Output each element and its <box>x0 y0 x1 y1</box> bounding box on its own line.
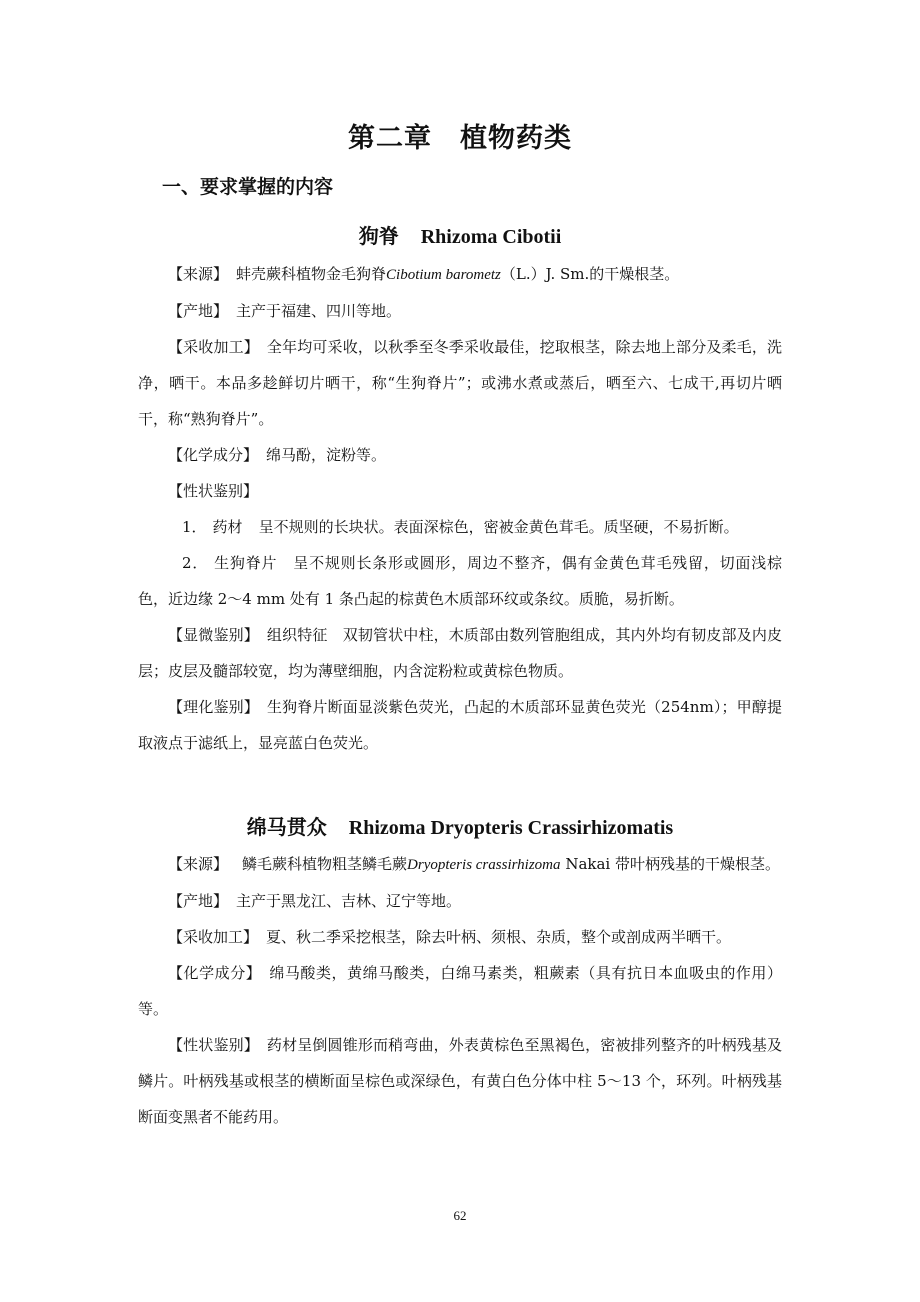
herb-title-1 <box>0 220 920 249</box>
characters-paragraph <box>138 1027 782 1135</box>
herb-title-2 <box>0 811 920 840</box>
field-text: 鳞毛蕨科植物粗茎鳞毛蕨 <box>242 855 408 873</box>
characters-item-2 <box>138 545 782 617</box>
field-label: 【采收加工】 <box>168 928 259 946</box>
field-text: 组织特征 双韧管状中柱，木质部由数列管胞组成，其内外均有韧皮部及内皮层；皮层及髓部较宽，均为薄壁细胞，内含淀粉粒或黄棕色物质。 <box>138 626 782 680</box>
field-text: （L.）J. Sm.的干燥根茎。 <box>500 265 680 283</box>
field-text: 蚌壳蕨科植物金毛狗脊 <box>236 265 387 283</box>
field-label: 【化学成分】 <box>168 964 262 982</box>
source-paragraph <box>138 256 782 293</box>
herb-name: 绵马贯众 <box>246 815 327 839</box>
chapter-title: 第二章 植物药类 <box>348 123 572 154</box>
item-key: 生狗脊片 <box>214 554 278 572</box>
field-text: 绵马酚，淀粉等。 <box>266 446 387 464</box>
field-label: 【显微鉴别】 <box>168 626 259 644</box>
herb-latin-name: Rhizoma Cibotii <box>420 226 562 248</box>
characters-heading <box>138 473 782 509</box>
herb-2-entries <box>138 846 782 1135</box>
herb-1-entries <box>138 256 782 761</box>
herb-name: 狗脊 <box>358 224 399 248</box>
species-name: Cibotium barometz <box>386 267 501 283</box>
physchem-paragraph <box>138 689 782 761</box>
field-label: 【产地】 <box>168 302 229 320</box>
species-name: Dryopteris crassirhizoma <box>407 857 561 873</box>
section-heading: 一、要求掌握的内容 <box>162 176 334 198</box>
field-label: 【理化鉴别】 <box>168 698 259 716</box>
processing-paragraph <box>138 329 782 437</box>
origin-paragraph <box>138 883 782 919</box>
characters-item-1 <box>138 509 782 545</box>
processing-paragraph <box>138 919 782 955</box>
field-label: 【来源】 <box>168 265 229 283</box>
herb-latin-name: Rhizoma Dryopteris Crassirhizomatis <box>348 817 674 839</box>
field-label: 【来源】 <box>168 855 229 873</box>
field-text: 生狗脊片断面显淡紫色荧光，凸起的木质部环显黄色荧光（254nm）；甲醇提取液点于滤纸上，显亮蓝白色荧光。 <box>138 698 782 752</box>
field-label: 【化学成分】 <box>168 446 259 464</box>
origin-paragraph <box>138 293 782 329</box>
field-text: 全年均可采收，以秋季至冬季采收最佳，挖取根茎，除去地上部分及柔毛，洗净，晒干。本品多趁鲜切片晒干，称“生狗脊片”；或沸水煮或蒸后，晒至六、七成干,再切片晒干，称“熟狗脊片”。 <box>138 338 782 428</box>
field-label: 【性状鉴别】 <box>168 1036 259 1054</box>
item-number: 2． <box>182 554 209 572</box>
field-text: 药材呈倒圆锥形而稍弯曲，外表黄棕色至黑褐色，密被排列整齐的叶柄残基及鳞片。叶柄残基或根茎的横断面呈棕色或深绿色，有黄白色分体中柱 5～13 个，环列。叶柄残基断面变黑者不能药用。 <box>138 1036 782 1126</box>
page-number: 62 <box>453 1208 467 1223</box>
field-text: 夏、秋二季采挖根茎，除去叶柄、须根、杂质，整个或剖成两半晒干。 <box>266 928 732 946</box>
field-label: 【性状鉴别】 <box>168 482 259 500</box>
field-text: 主产于黑龙江、吉林、辽宁等地。 <box>236 892 462 910</box>
item-key: 药材 <box>212 518 243 536</box>
source-paragraph <box>138 846 782 883</box>
chemistry-paragraph <box>138 955 782 1027</box>
field-text: 主产于福建、四川等地。 <box>236 302 402 320</box>
item-number: 1． <box>182 518 207 536</box>
item-text: 呈不规则的长块状。表面深棕色，密被金黄色茸毛。质坚硬，不易折断。 <box>258 518 739 536</box>
field-label: 【采收加工】 <box>168 338 259 356</box>
chemistry-paragraph <box>138 437 782 473</box>
field-label: 【产地】 <box>168 892 229 910</box>
microscopy-paragraph <box>138 617 782 689</box>
item-text: 呈不规则长条形或圆形，周边不整齐，偶有金黄色茸毛残留，切面浅棕色，近边缘 2～4 mm 处有 1 条凸起的棕黄色木质部环纹或条纹。质脆，易折断。 <box>138 554 782 608</box>
field-text: Nakai 带叶柄残基的干燥根茎。 <box>565 855 780 873</box>
field-text: 绵马酸类，黄绵马酸类，白绵马素类，粗蕨素（具有抗日本血吸虫的作用）等。 <box>138 964 782 1018</box>
